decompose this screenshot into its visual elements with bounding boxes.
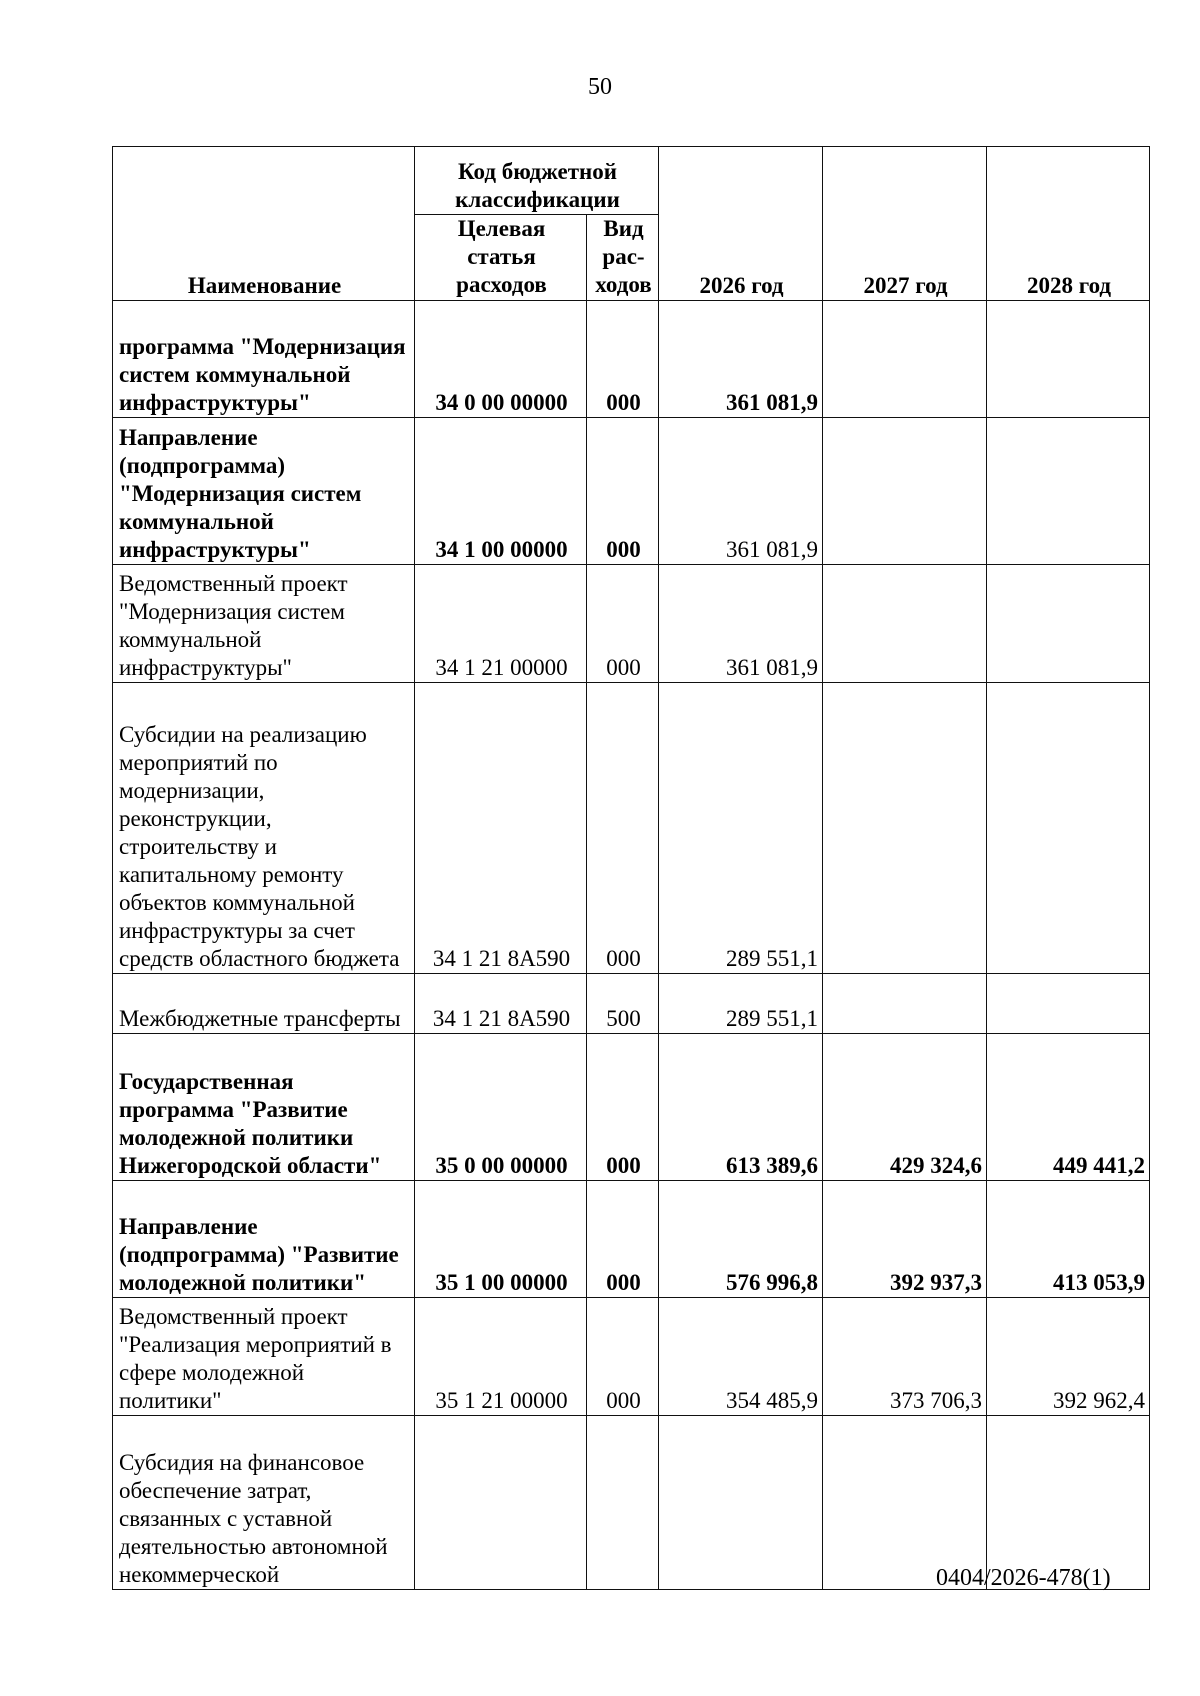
- row-target-article: 34 1 21 00000: [415, 565, 587, 683]
- row-target-article: 34 1 21 8А590: [415, 974, 587, 1034]
- row-name: программа "Модернизация систем коммунальной инфраструктуры": [113, 301, 415, 418]
- table-row: [113, 683, 1150, 974]
- row-2028: 413 053,9: [987, 1181, 1150, 1298]
- row-2028: [987, 974, 1150, 1034]
- table-row: [113, 974, 1150, 1034]
- row-2026: 361 081,9: [659, 565, 823, 683]
- row-2027: [823, 974, 987, 1034]
- row-expense-kind: 000: [587, 301, 659, 418]
- row-expense-kind: 000: [587, 1034, 659, 1181]
- row-2026: 613 389,6: [659, 1034, 823, 1181]
- row-name: Ведомственный проект "Модернизация систем коммунальной инфраструктуры": [113, 565, 415, 683]
- row-2026: 576 996,8: [659, 1181, 823, 1298]
- row-2027: 373 706,3: [823, 1298, 987, 1416]
- row-target-article: 35 1 00 00000: [415, 1181, 587, 1298]
- row-target-article: 35 0 00 00000: [415, 1034, 587, 1181]
- row-expense-kind: 500: [587, 974, 659, 1034]
- row-2028: 392 962,4: [987, 1298, 1150, 1416]
- row-expense-kind: 000: [587, 1298, 659, 1416]
- row-2027: 429 324,6: [823, 1034, 987, 1181]
- row-name: Межбюджетные трансферты: [113, 974, 415, 1034]
- row-name: Субсидия на финансовое обеспечение затрат, связанных с уставной деятельностью автономной некоммерческой: [113, 1416, 415, 1590]
- row-2027: [823, 1416, 987, 1590]
- header-2028: 2028 год: [987, 147, 1150, 301]
- row-name: Ведомственный проект "Реализация мероприятий в сфере молодежной политики": [113, 1298, 415, 1416]
- row-name: Субсидии на реализацию мероприятий по модернизации, реконструкции, строительству и капитальному ремонту объектов коммунальной инфраструктуры за счет средств областного бюджета: [113, 683, 415, 974]
- row-2028: [987, 418, 1150, 565]
- table-row: [113, 1298, 1150, 1416]
- row-name: Направление (подпрограмма) "Модернизация систем коммунальной инфраструктуры": [113, 418, 415, 565]
- row-2028: [987, 683, 1150, 974]
- header-expense-kind: Вид рас-ходов: [587, 215, 659, 301]
- table-body: [113, 301, 1150, 1590]
- row-2027: [823, 418, 987, 565]
- table-row: [113, 1034, 1150, 1181]
- row-expense-kind: 000: [587, 1181, 659, 1298]
- row-expense-kind: [587, 1416, 659, 1590]
- row-2026: [659, 1416, 823, 1590]
- table-row: [113, 1181, 1150, 1298]
- row-2027: [823, 565, 987, 683]
- row-target-article: 34 1 21 8А590: [415, 683, 587, 974]
- row-expense-kind: 000: [587, 418, 659, 565]
- header-2026: 2026 год: [659, 147, 823, 301]
- table-row: [113, 565, 1150, 683]
- table-row: [113, 1416, 1150, 1590]
- budget-table: [112, 146, 1150, 1590]
- row-2026: 354 485,9: [659, 1298, 823, 1416]
- page-number: 50: [588, 74, 612, 100]
- row-2027: 392 937,3: [823, 1181, 987, 1298]
- row-2026: 361 081,9: [659, 301, 823, 418]
- row-2028: 449 441,2: [987, 1034, 1150, 1181]
- row-name: Направление (подпрограмма) "Развитие молодежной политики": [113, 1181, 415, 1298]
- row-2028: [987, 301, 1150, 418]
- row-2027: [823, 683, 987, 974]
- table-row: [113, 301, 1150, 418]
- header-classification: Код бюджетной классификации: [415, 147, 659, 215]
- row-expense-kind: 000: [587, 683, 659, 974]
- header-name: Наименование: [113, 147, 415, 301]
- document-code: 0404/2026-478(1): [936, 1565, 1111, 1591]
- row-2027: [823, 301, 987, 418]
- row-name: Государственная программа "Развитие молодежной политики Нижегородской области": [113, 1034, 415, 1181]
- table-header: [113, 147, 1150, 301]
- row-target-article: [415, 1416, 587, 1590]
- row-2028: [987, 1416, 1150, 1590]
- header-target-article: Целевая статья расходов: [415, 215, 587, 301]
- row-2026: 361 081,9: [659, 418, 823, 565]
- row-2026: 289 551,1: [659, 683, 823, 974]
- row-expense-kind: 000: [587, 565, 659, 683]
- row-2028: [987, 565, 1150, 683]
- row-target-article: 34 1 00 00000: [415, 418, 587, 565]
- header-2027: 2027 год: [823, 147, 987, 301]
- row-target-article: 34 0 00 00000: [415, 301, 587, 418]
- row-target-article: 35 1 21 00000: [415, 1298, 587, 1416]
- table-row: [113, 418, 1150, 565]
- row-2026: 289 551,1: [659, 974, 823, 1034]
